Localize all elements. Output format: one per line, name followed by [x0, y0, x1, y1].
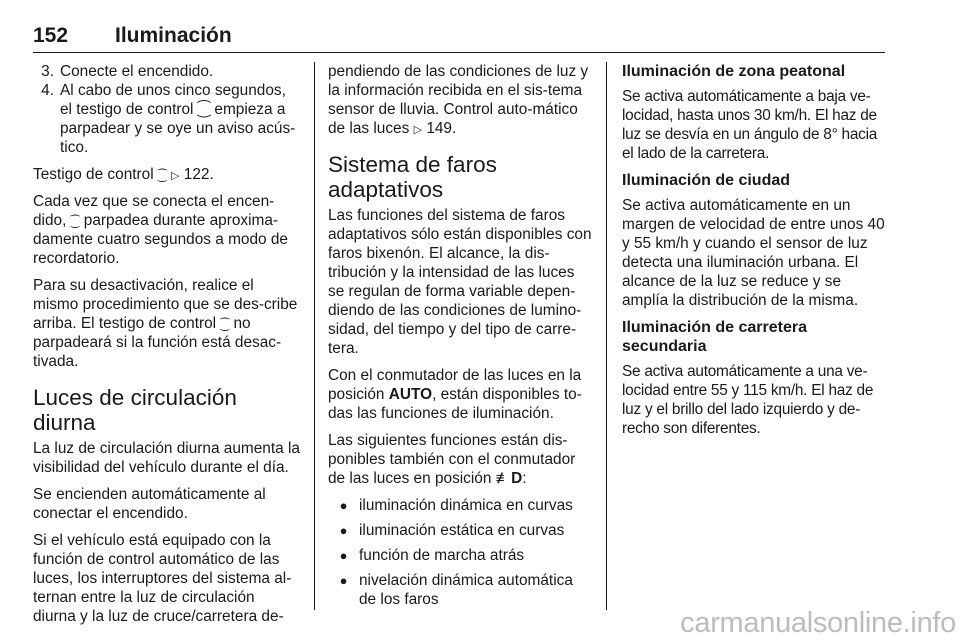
paragraph-si-el-vehiculo: Si el vehículo está equipado con la función de control automático de las luces, los interruptores del sistema al-ternan entre la luz de circulación diurna y la luz de cruce/carretera de-: [33, 532, 292, 625]
paragraph-peatonal: Se activa automáticamente a baja ve-locidad, hasta unos 30 km/h. El haz de luz se desvía en un ángulo de 8° hacia el lado de la carretera.: [622, 88, 878, 162]
bullet-icon: ●: [339, 523, 348, 538]
paragraph-luz: La luz de circulación diurna aumenta la visibilidad del vehículo durante el día.: [33, 440, 300, 476]
column-1: [33, 62, 301, 634]
paragraph-testigo: [33, 165, 301, 184]
indicator-icon: ⁐: [220, 319, 230, 331]
text: Cada vez que se conecta el encen-dido,: [33, 193, 275, 229]
paragraph-se-encienden: Se encienden automáticamente al conectar el encendido.: [33, 486, 266, 522]
section-heading-luces: Luces de circulación diurna: [33, 385, 237, 435]
paragraph-carretera: Se activa automáticamente a una ve-locidad entre 55 y 115 km/h. El haz de luz y el brillo del lado izquierdo y de-recho son diferentes.: [622, 363, 874, 437]
subheading-ciudad: Iluminación de ciudad: [622, 172, 791, 189]
watermark: carmanualsonline.info: [680, 607, 956, 639]
text: :: [522, 470, 527, 487]
bullet-text: función de marcha atrás: [359, 547, 525, 564]
indicator-icon: ⁐: [70, 216, 80, 228]
paragraph-ciudad: Se activa automáticamente en un margen de velocidad de entre unos 40 y 55 km/h y cuando el sensor de luz detecta una iluminación urbana. El alcance de la luz se reduce y se amplía la distribución de la misma.: [622, 197, 885, 309]
text: Las siguientes funciones están dis-ponibles también con el conmutador de las luces en posición: [328, 432, 576, 487]
list-item: [33, 81, 301, 157]
column-divider: [314, 62, 315, 610]
column-divider: [606, 62, 607, 610]
text: no parpadeará si la función está desac-tivada.: [33, 315, 282, 370]
column-3: [622, 62, 888, 446]
steps-list: [33, 62, 301, 157]
step-text: Conecte el encendido.: [60, 63, 214, 80]
bullet-text: nivelación dinámica automática de los faros: [359, 572, 573, 608]
text: parpadea durante aproxima-damente cuatro segundos a modo de recordatorio.: [33, 212, 288, 267]
text: Testigo de control: [33, 166, 154, 183]
step-text: Al cabo de unos cinco segundos, el testigo de control ⁐ empieza a parpadear y se oye un aviso acús-tico.: [60, 82, 296, 156]
paragraph-cada-vez: [33, 192, 301, 268]
list-item: [33, 62, 301, 81]
page-reference: 122.: [183, 166, 214, 183]
indicator-icon: ⁐: [157, 170, 167, 182]
paragraph-funciones: Las funciones del sistema de faros adaptativos sólo están disponibles con faros bixenón. El alcance, la dis-tribución y la intensidad de las luces se regulan de forma variable depen-diendo de las condiciones de lumino-sidad, del tiempo y del tipo de carre-tera.: [328, 207, 592, 357]
list-item: [328, 546, 593, 565]
page-title: Iluminación: [115, 24, 232, 47]
page-header: [33, 22, 885, 53]
headlight-icon: ≢D: [495, 470, 523, 487]
paragraph-conmutador: [328, 366, 593, 423]
bullet-text: iluminación estática en curvas: [359, 522, 565, 539]
text: Con el conmutador de las luces en la posición: [328, 367, 582, 403]
page-reference: 149.: [426, 120, 457, 137]
step-number: 3.: [41, 63, 54, 80]
reference-arrow-icon: ▷: [171, 170, 180, 182]
bullet-icon: ●: [339, 573, 348, 588]
reference-arrow-icon: ▷: [413, 124, 423, 136]
list-item: [328, 521, 593, 540]
text: , están disponibles to-das las funciones de iluminación.: [328, 386, 582, 422]
subheading-carretera: Iluminación de carretera secundaria: [622, 319, 807, 355]
functions-list: [328, 496, 593, 609]
auto-label: AUTO: [388, 386, 433, 403]
list-item: [328, 571, 593, 609]
list-item: [328, 496, 593, 515]
text: Para su desactivación, realice el mismo procedimiento que se des-cribe arriba. El testigo de control: [33, 277, 298, 332]
paragraph-desactivacion: [33, 276, 301, 371]
bullet-text: iluminación dinámica en curvas: [359, 497, 573, 514]
paragraph-siguientes: [328, 431, 593, 488]
bullet-icon: ●: [339, 548, 348, 563]
section-heading-sistema: Sistema de faros adaptativos: [328, 152, 497, 202]
column-2: [328, 62, 593, 617]
text: pendiendo de las condiciones de luz y la información recibida en el sis-tema sensor de lluvia. Control auto-mático de las luces: [328, 63, 589, 137]
bullet-icon: ●: [339, 498, 348, 513]
page-number: 152: [33, 24, 69, 47]
paragraph-pendiendo: [328, 62, 593, 138]
subheading-peatonal: Iluminación de zona peatonal: [622, 63, 846, 80]
step-number: 4.: [41, 82, 54, 99]
